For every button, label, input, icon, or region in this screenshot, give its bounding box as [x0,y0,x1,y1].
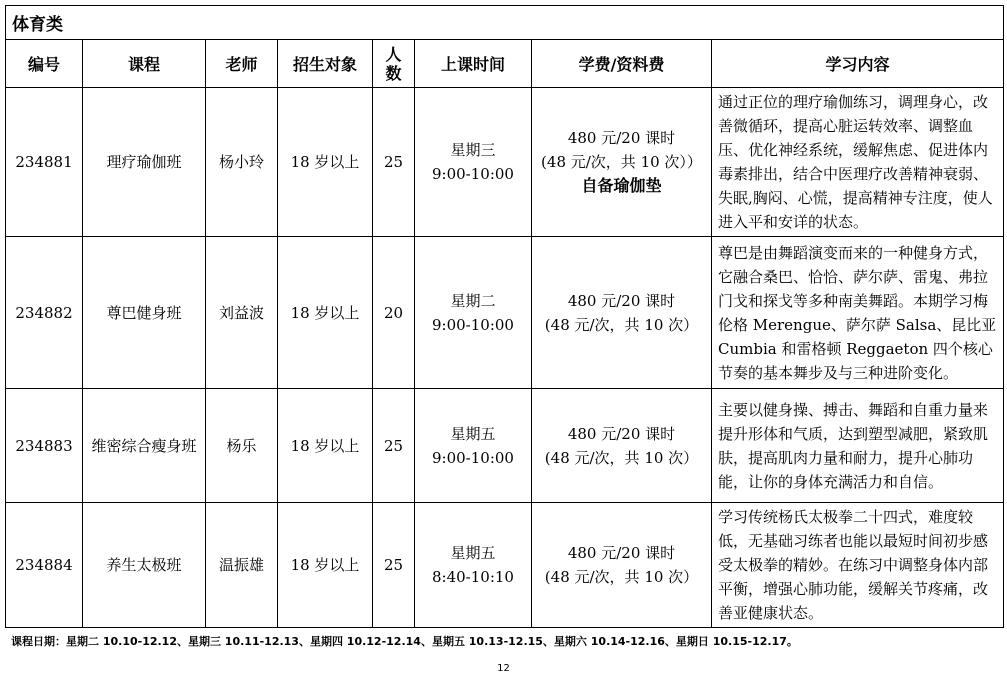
fee-per-session: (48 元/次，共 10 次）） [541,153,702,171]
table-row [6,389,1004,503]
fee-per-session: (48 元/次，共 10 次） [544,448,699,467]
fee [532,389,712,503]
category-row [6,6,1004,40]
fee-total: 480 元/20 课时 [567,291,676,310]
header-count-line2: 数 [385,63,402,83]
class-day: 星期三 [450,141,496,159]
table-row [6,88,1004,237]
class-hours: 8:40-10:10 [432,568,514,586]
course-dates-note: 课程日期：星期二 10.10-12.12、星期三 10.11-12.13、星期四 10.12-12.14、星期五 10.13-12.15、星期六 10.14-12.16、星期日 10.15-12.17。 [11,635,798,648]
course-name: 维密综合瘦身班 [83,389,206,503]
course-description: 主要以健身操、搏击、舞蹈和自重力量来提升形体和气质，达到塑型减肥，紧致肌肤，提高肌肉力量和耐力，提升心肺功能，让你的身体充满活力和自信。 [712,389,1004,503]
class-hours: 9:00-10:00 [432,315,514,334]
teacher-name: 温振雄 [206,503,278,628]
header-row [6,40,1004,88]
course-id: 234884 [6,503,83,628]
header-teacher: 老师 [206,40,278,88]
course-id: 234882 [6,237,83,389]
teacher-name: 刘益波 [206,237,278,389]
target-group: 18 岁以上 [278,237,373,389]
class-hours: 9:00-10:00 [432,165,514,183]
enrollment-count: 25 [373,503,415,628]
class-day: 星期二 [450,291,496,310]
course-name: 理疗瑜伽班 [83,88,206,237]
class-hours: 9:00-10:00 [432,448,514,467]
fee [532,88,712,237]
header-time: 上课时间 [415,40,532,88]
fee-total: 480 元/20 课时 [567,129,676,147]
course-name: 养生太极班 [83,503,206,628]
course-description: 尊巴是由舞蹈演变而来的一种健身方式，它融合桑巴、恰恰、萨尔萨、雷鬼、弗拉门戈和探戈等多种南美舞蹈。本期学习梅伦格 Merengue、萨尔萨 Salsa、昆比亚 Cumbia 和雷格顿 Reggaeton 四个核心节奏的基本舞步及与三种进阶变化。 [712,237,1004,389]
class-day: 星期五 [450,544,496,562]
fee [532,503,712,628]
class-day: 星期五 [450,424,496,443]
course-sheet [5,5,1003,628]
enrollment-count: 25 [373,88,415,237]
fee-per-session: (48 元/次，共 10 次） [544,568,699,586]
course-id: 234883 [6,389,83,503]
header-fee: 学费/资料费 [532,40,712,88]
class-time [415,88,532,237]
fee-total: 480 元/20 课时 [567,544,676,562]
enrollment-count: 20 [373,237,415,389]
table-row [6,503,1004,628]
teacher-name: 杨乐 [206,389,278,503]
enrollment-count: 25 [373,389,415,503]
fee-per-session: (48 元/次，共 10 次） [544,315,699,334]
target-group: 18 岁以上 [278,389,373,503]
course-description: 学习传统杨氏太极拳二十四式，难度较低，无基础习练者也能以最短时间初步感受太极拳的精妙。在练习中调整身体内部平衡，增强心肺功能，缓解关节疼痛，改善亚健康状态。 [712,503,1004,628]
table-row [6,237,1004,389]
teacher-name: 杨小玲 [206,88,278,237]
header-id: 编号 [6,40,83,88]
fee [532,237,712,389]
header-count [373,40,415,88]
header-target: 招生对象 [278,40,373,88]
class-time [415,237,532,389]
header-content: 学习内容 [712,40,1004,88]
fee-total: 480 元/20 课时 [567,424,676,443]
course-id: 234881 [6,88,83,237]
target-group: 18 岁以上 [278,88,373,237]
course-description: 通过正位的理疗瑜伽练习，调理身心，改善微循环，提高心脏运转效率、调整血压、优化神经系统，缓解焦虑、促进体内毒素排出，结合中医理疗改善精神衰弱、失眠,胸闷、心慌，提高精神专注度，使人进入平和安详的状态。 [712,88,1004,237]
header-course: 课程 [83,40,206,88]
course-name: 尊巴健身班 [83,237,206,389]
target-group: 18 岁以上 [278,503,373,628]
category-title: 体育类 [6,6,1004,40]
fee-note: 自备瑜伽垫 [581,176,662,195]
class-time [415,503,532,628]
course-table [5,5,1004,628]
class-time [415,389,532,503]
header-count-line1: 人 [385,44,402,64]
page-number: 12 [497,663,510,674]
